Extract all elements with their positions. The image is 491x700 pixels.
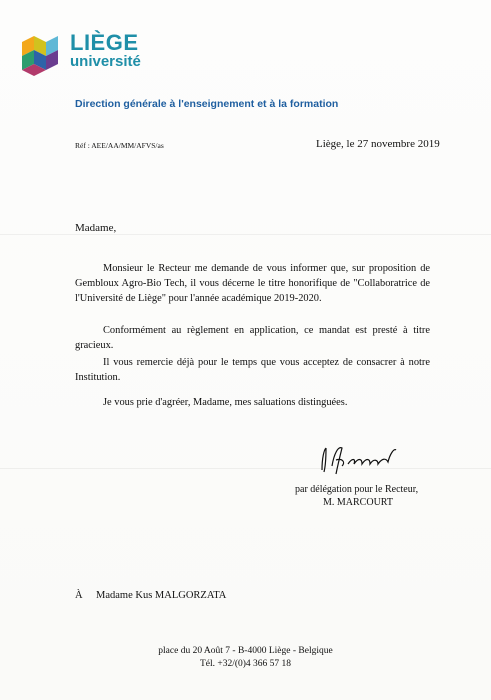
logo-title: LIÈGE bbox=[70, 30, 139, 55]
footer-address: place du 20 Août 7 - B-4000 Liège - Belgique bbox=[158, 646, 333, 656]
handwritten-signature bbox=[312, 440, 412, 480]
signature-line-2: M. MARCOURT bbox=[323, 497, 393, 508]
recipient-name: Madame Kus MALGORZATA bbox=[96, 590, 227, 601]
paragraph: Monsieur le Recteur me demande de vous informer que, sur proposition de Gembloux Agro-Bio Tech, il vous décerne le titre honorifique de "Collaboratrice de l'Université de Liège" pour l'année académique 2019-2020. bbox=[75, 263, 430, 304]
signature-line-1: par délégation pour le Recteur, bbox=[295, 484, 419, 495]
recipient-prefix: À bbox=[75, 590, 83, 601]
logo-cube-icon bbox=[20, 32, 64, 76]
date-line: Liège, le 27 novembre 2019 bbox=[316, 138, 440, 150]
paragraph: Je vous prie d'agréer, Madame, mes saluations distinguées. bbox=[103, 397, 348, 408]
logo-subtitle: université bbox=[70, 53, 141, 70]
paragraph: Conformément au règlement en application, ce mandat est presté à titre gracieux. bbox=[75, 325, 430, 351]
paragraph: Il vous remercie déjà pour le temps que vous acceptez de consacrer à notre Institution. bbox=[75, 357, 430, 383]
salutation: Madame, bbox=[75, 222, 117, 234]
reference-code: Réf : AEE/AA/MM/AFVS/as bbox=[75, 141, 164, 150]
department-heading: Direction générale à l'enseignement et à la formation bbox=[75, 98, 339, 110]
footer-phone: Tél. +32/(0)4 366 57 18 bbox=[199, 659, 292, 669]
university-logo bbox=[20, 30, 180, 78]
fold-line bbox=[0, 468, 491, 469]
fold-line bbox=[0, 234, 491, 235]
